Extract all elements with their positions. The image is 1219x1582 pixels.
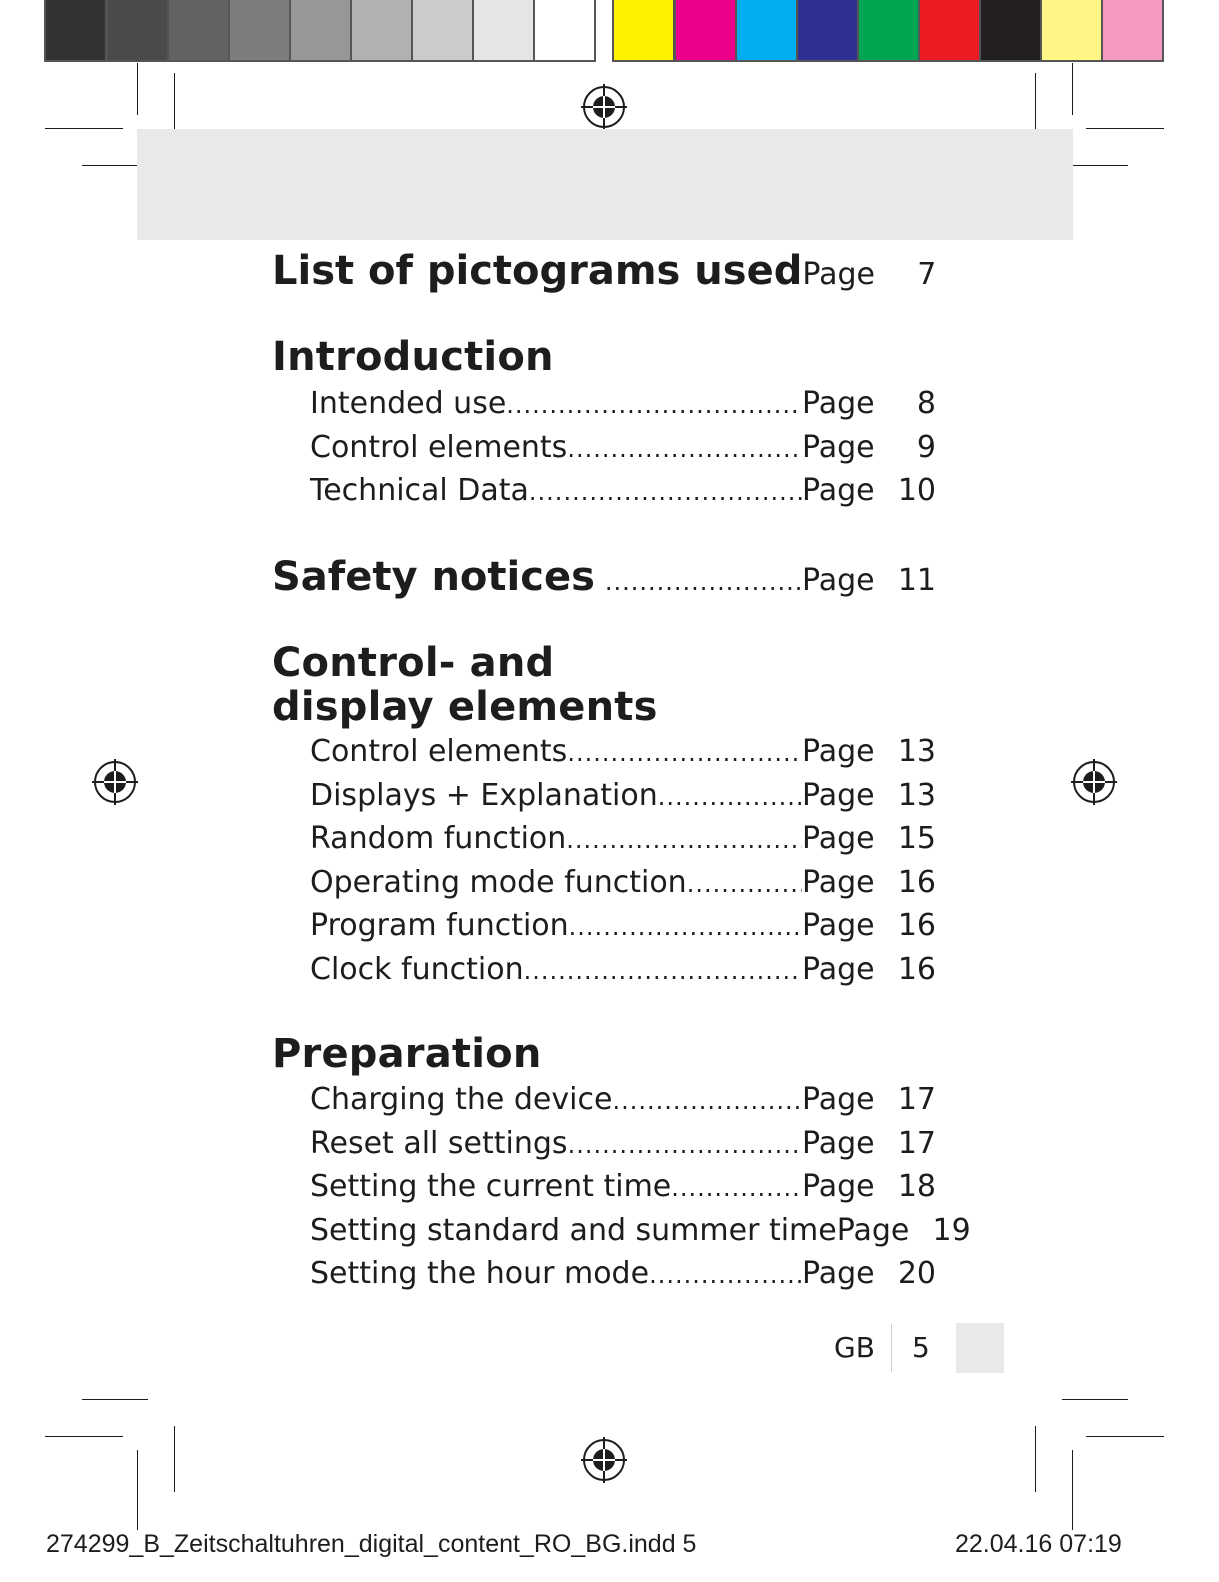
page-number: 11 xyxy=(897,563,936,598)
dot-leader xyxy=(524,957,802,985)
dot-leader xyxy=(567,435,802,463)
toc-entry-label: Displays + Explanation xyxy=(310,777,658,813)
toc-entry-label: Reset all settings xyxy=(310,1125,568,1161)
page-label: Page xyxy=(802,864,875,900)
toc-entry[interactable] xyxy=(310,1082,936,1122)
page-number: 7 xyxy=(917,257,937,292)
gray-swatch xyxy=(291,0,350,60)
gray-swatch xyxy=(474,0,533,60)
page-label: Page xyxy=(802,563,875,598)
page-number: 19 xyxy=(932,1212,971,1248)
registration-mark-icon xyxy=(581,1437,627,1483)
page-label: Page xyxy=(802,429,875,465)
registration-mark-icon xyxy=(581,84,627,130)
toc-entry[interactable] xyxy=(310,386,936,426)
section-heading-control-display-line1: Control- and xyxy=(272,640,555,686)
slug-filename: 274299_B_Zeitschaltuhren_digital_content_RO_BG.indd 5 xyxy=(46,1530,697,1558)
registration-mark-icon xyxy=(92,759,138,805)
dot-leader xyxy=(612,1087,802,1115)
page-number: 16 xyxy=(897,908,936,943)
toc-entry-label: Random function xyxy=(310,821,567,856)
toc-entry-label: Intended use xyxy=(310,386,507,421)
toc-entry-safety[interactable] xyxy=(272,554,936,600)
slug-datetime: 22.04.16 07:19 xyxy=(955,1530,1122,1558)
footer-divider xyxy=(891,1324,892,1372)
toc-entry-label: Operating mode function xyxy=(310,864,687,900)
toc-entry[interactable] xyxy=(310,1126,936,1166)
dot-leader xyxy=(506,391,802,419)
page-label: Page xyxy=(802,734,875,769)
dot-leader xyxy=(566,826,802,854)
toc-entry[interactable] xyxy=(310,1256,936,1296)
footer-gray-box xyxy=(956,1323,1004,1373)
page-label: Page xyxy=(802,386,875,421)
color-swatch xyxy=(798,0,857,60)
page-number: 16 xyxy=(897,864,936,900)
page-label: Page xyxy=(802,473,875,508)
gray-swatch xyxy=(169,0,228,60)
dot-leader xyxy=(658,783,802,811)
toc-entry[interactable] xyxy=(310,473,936,513)
color-swatch xyxy=(981,0,1040,60)
registration-mark-icon xyxy=(1071,759,1117,805)
page-label: Page xyxy=(802,1256,875,1291)
page-number: 17 xyxy=(897,1125,936,1161)
page-label: Page xyxy=(802,257,875,292)
dot-leader xyxy=(671,1174,802,1202)
dot-leader xyxy=(649,1261,802,1289)
toc-entry-label: Program function xyxy=(310,908,569,943)
page-number: 9 xyxy=(916,429,936,465)
page-label: Page xyxy=(802,777,875,813)
toc-entry-label: Charging the device xyxy=(310,1082,613,1117)
page-number: 15 xyxy=(897,821,936,856)
toc-heading: Safety notices xyxy=(272,554,595,600)
toc-entry-label: Control elements xyxy=(310,734,568,769)
toc-entry-pictograms[interactable] xyxy=(272,248,936,294)
dot-leader xyxy=(605,568,802,596)
page-label: Page xyxy=(802,1125,875,1161)
page-label: Page xyxy=(802,951,875,987)
color-swatch xyxy=(1103,0,1162,60)
dot-leader xyxy=(529,478,802,506)
header-band xyxy=(137,129,1073,240)
gray-swatch xyxy=(46,0,105,60)
page-label: Page xyxy=(836,1212,910,1248)
section-heading-introduction: Introduction xyxy=(272,334,554,380)
toc-heading: List of pictograms used xyxy=(272,248,803,294)
toc-entry[interactable] xyxy=(310,1212,971,1253)
color-swatch xyxy=(676,0,735,60)
color-swatch xyxy=(614,0,673,60)
toc-entry[interactable] xyxy=(310,865,936,905)
footer-language: GB xyxy=(834,1331,875,1364)
toc-entry-label: Setting standard and summer time xyxy=(310,1212,837,1248)
section-heading-preparation: Preparation xyxy=(272,1031,542,1077)
color-swatch xyxy=(1042,0,1101,60)
footer-page-number: 5 xyxy=(912,1331,930,1364)
gray-swatch xyxy=(108,0,167,60)
toc-entry-label: Control elements xyxy=(310,429,568,465)
page-number: 8 xyxy=(916,386,936,421)
page-label: Page xyxy=(802,1082,875,1117)
color-swatch xyxy=(737,0,796,60)
color-swatch xyxy=(920,0,979,60)
toc-entry[interactable] xyxy=(310,821,936,861)
page-label: Page xyxy=(802,908,875,943)
gray-swatch xyxy=(352,0,411,60)
dot-leader xyxy=(687,870,802,898)
page-number: 13 xyxy=(897,777,936,813)
page-number: 18 xyxy=(897,1169,936,1204)
page-number: 10 xyxy=(897,473,936,508)
toc-entry[interactable] xyxy=(310,430,936,470)
page-label: Page xyxy=(802,1169,875,1204)
gray-swatch xyxy=(535,0,594,60)
toc-entry[interactable] xyxy=(310,1169,936,1209)
dot-leader xyxy=(569,913,802,941)
toc-entry[interactable] xyxy=(310,952,936,992)
color-swatch xyxy=(859,0,918,60)
toc-entry-label: Technical Data xyxy=(310,473,529,508)
page-number: 17 xyxy=(897,1082,936,1117)
page-number: 13 xyxy=(897,734,936,769)
gray-swatch xyxy=(230,0,289,60)
toc-entry[interactable] xyxy=(310,778,936,818)
gray-swatch xyxy=(413,0,472,60)
toc-entry[interactable] xyxy=(310,734,936,774)
page-number: 20 xyxy=(897,1256,936,1291)
toc-entry[interactable] xyxy=(310,908,936,948)
toc-entry-label: Setting the hour mode xyxy=(310,1256,650,1291)
toc-entry-label: Setting the current time xyxy=(310,1169,672,1204)
toc-entry-label: Clock function xyxy=(310,951,524,987)
dot-leader xyxy=(568,1131,802,1159)
section-heading-control-display-line2: display elements xyxy=(272,684,658,730)
dot-leader xyxy=(567,739,802,767)
page-number: 16 xyxy=(897,951,936,987)
page-label: Page xyxy=(802,821,875,856)
